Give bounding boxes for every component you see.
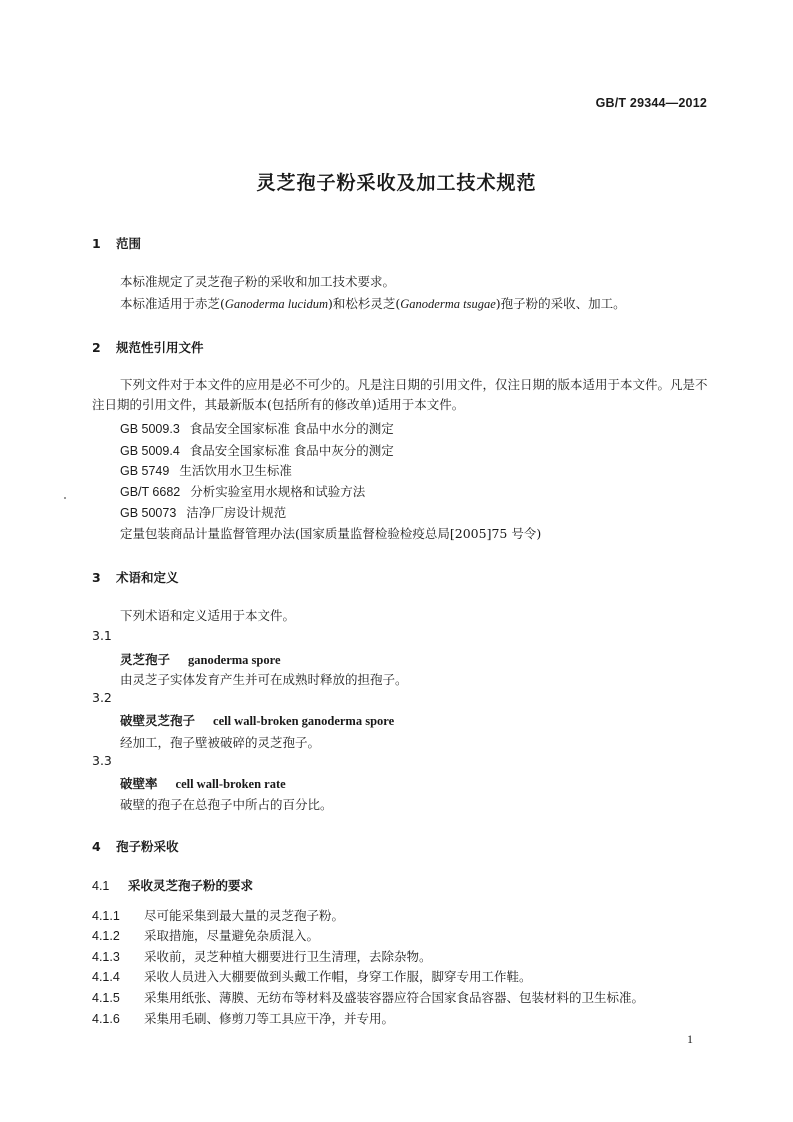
document-title: 灵芝孢子粉采收及加工技术规范 xyxy=(256,172,537,194)
term-en: cell wall-broken rate xyxy=(175,777,286,791)
subsection-title: 采收灵芝孢子粉的要求 xyxy=(128,878,254,893)
page-number: 1 xyxy=(687,1032,693,1046)
section-title: 术语和定义 xyxy=(116,570,179,585)
term-definition: 由灵芝子实体发育产生并可在成熟时释放的担孢子。 xyxy=(120,672,408,687)
clause-item xyxy=(92,906,344,924)
text-run: )孢子粉的采收、加工。 xyxy=(495,296,626,311)
section-4-heading xyxy=(92,837,179,855)
clause-text: 采取措施，尽量避免杂质混入。 xyxy=(144,928,320,943)
section-title: 范围 xyxy=(116,236,142,251)
term-number: 3.1 xyxy=(92,628,112,643)
text-run: )和松杉灵芝( xyxy=(328,296,401,311)
clause-item xyxy=(92,1009,394,1027)
subsection-heading xyxy=(92,876,253,894)
scan-speck xyxy=(64,497,66,499)
term-zh: 破壁率 xyxy=(120,776,158,791)
clause-item xyxy=(92,947,432,965)
section-number: 2 xyxy=(92,340,101,355)
term-definition: 破壁的孢子在总孢子中所占的百分比。 xyxy=(120,797,333,812)
reference-code: GB 5009.4 xyxy=(120,444,180,458)
clause-text: 采收人员进入大棚要做到头戴工作帽，身穿工作服，脚穿专用工作鞋。 xyxy=(144,969,532,984)
clause-text: 采集用纸张、薄膜、无纺布等材料及盛装容器应符合国家食品容器、包装材料的卫生标准。 xyxy=(144,990,645,1005)
term-name xyxy=(120,774,286,792)
reference-code: GB 5009.3 xyxy=(120,422,180,436)
section-1-heading xyxy=(92,234,141,252)
species-name: Ganoderma lucidum xyxy=(224,297,329,311)
reference-item xyxy=(120,482,365,500)
clause-number: 4.1.2 xyxy=(92,929,120,943)
terms-intro: 下列术语和定义适用于本文件。 xyxy=(120,608,296,623)
reference-item: 定量包装商品计量监督管理办法(国家质量监督检验检疫总局[2005]75 号令) xyxy=(120,526,542,541)
reference-item xyxy=(120,419,394,437)
reference-item xyxy=(120,503,286,521)
clause-number: 4.1.5 xyxy=(92,991,120,1005)
reference-title: 食品安全国家标准 食品中灰分的测定 xyxy=(189,443,394,458)
reference-title: 洁净厂房设计规范 xyxy=(186,505,287,520)
clause-number: 4.1.4 xyxy=(92,970,120,984)
standard-number: GB/T 29344—2012 xyxy=(595,96,707,110)
clause-text: 尽可能采集到最大量的灵芝孢子粉。 xyxy=(144,908,345,923)
scope-paragraph-2 xyxy=(120,294,626,312)
term-zh: 灵芝孢子 xyxy=(120,652,171,667)
term-number: 3.2 xyxy=(92,690,112,705)
text-run: 本标准适用于赤芝( xyxy=(120,296,225,311)
reference-title: 食品安全国家标准 食品中水分的测定 xyxy=(189,421,394,436)
section-number: 4 xyxy=(92,839,101,854)
clause-number: 4.1.6 xyxy=(92,1012,120,1026)
clause-text: 采收前，灵芝种植大棚要进行卫生清理，去除杂物。 xyxy=(144,949,432,964)
clause-number: 4.1.3 xyxy=(92,950,120,964)
clause-item xyxy=(92,967,532,985)
reference-code: GB 50073 xyxy=(120,506,177,520)
section-2-heading xyxy=(92,338,204,356)
section-number: 1 xyxy=(92,236,101,251)
term-en: cell wall-broken ganoderma spore xyxy=(213,714,395,728)
clause-text: 采集用毛刷、修剪刀等工具应干净，并专用。 xyxy=(144,1011,395,1026)
reference-item xyxy=(120,441,394,459)
reference-title: 生活饮用水卫生标准 xyxy=(179,463,292,478)
term-en: ganoderma spore xyxy=(188,653,281,667)
clause-item xyxy=(92,988,644,1006)
term-zh: 破壁灵芝孢子 xyxy=(120,713,196,728)
term-number: 3.3 xyxy=(92,753,112,768)
clause-item xyxy=(92,926,319,944)
scope-paragraph-1: 本标准规定了灵芝孢子粉的采收和加工技术要求。 xyxy=(120,274,396,289)
term-name xyxy=(120,650,281,668)
section-title: 孢子粉采收 xyxy=(116,839,179,854)
section-number: 3 xyxy=(92,570,101,585)
reference-title: 分析实验室用水规格和试验方法 xyxy=(190,484,366,499)
term-name xyxy=(120,711,394,729)
reference-item xyxy=(120,461,292,479)
term-definition: 经加工，孢子壁被破碎的灵芝孢子。 xyxy=(120,735,321,750)
section-title: 规范性引用文件 xyxy=(116,340,204,355)
subsection-number: 4.1 xyxy=(92,879,110,893)
clause-number: 4.1.1 xyxy=(92,909,120,923)
reference-code: GB/T 6682 xyxy=(120,485,181,499)
references-intro: 下列文件对于本文件的应用是必不可少的。凡是注日期的引用文件，仅注日期的版本适用于本文件。凡是不注日期的引用文件，其最新版本(包括所有的修改单)适用于本文件。 xyxy=(92,377,708,412)
reference-code: GB 5749 xyxy=(120,464,170,478)
section-3-heading xyxy=(92,568,179,586)
species-name: Ganoderma tsugae xyxy=(400,297,496,311)
